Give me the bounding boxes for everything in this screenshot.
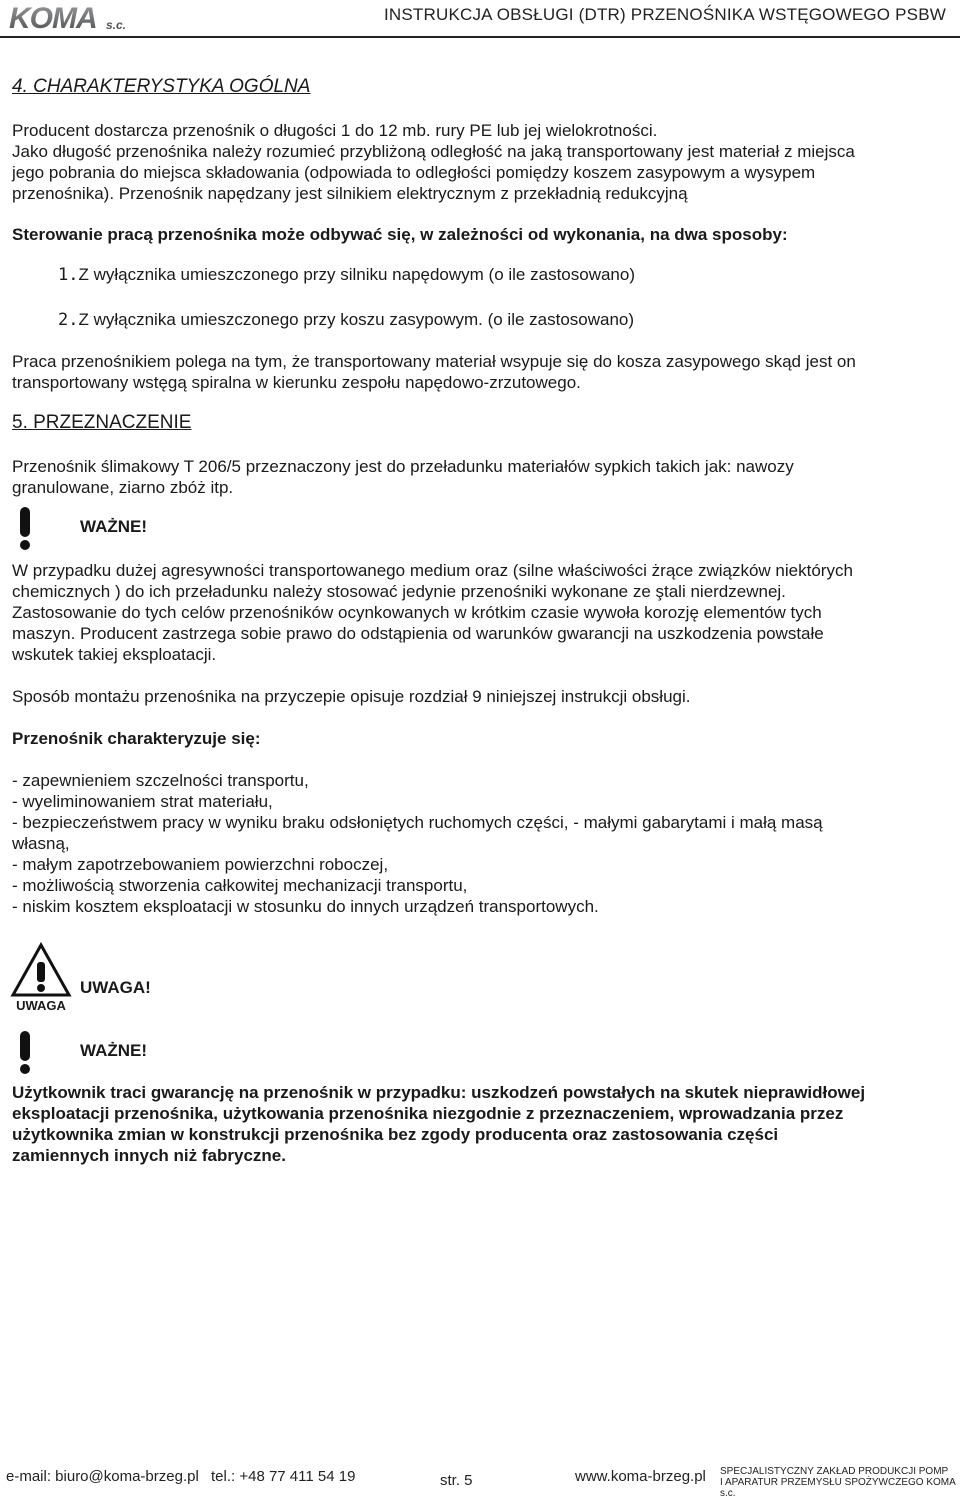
text-line: Jako długość przenośnika należy rozumieć przybliżoną odległość na jaką transportowany jest materiał z miejsca [12,142,855,161]
footer-company [720,1466,960,1499]
warranty-notice [12,1082,865,1166]
list-item: - możliwością stworzenia całkowitej mechanizacji transportu, [12,876,468,895]
page-number: str. 5 [440,1472,473,1489]
caution-sign [10,942,72,1014]
caution-sign-text: UWAGA [16,998,66,1013]
company-logo [8,2,130,32]
footer-website: www.koma-brzeg.pl [575,1468,706,1485]
list-text: Z wyłącznika umieszczonego przy silniku napędowym (o ile zastosowano) [78,265,636,284]
list-item [58,264,635,286]
exclamation-icon [14,505,62,553]
warning-triangle-icon [10,942,72,998]
important-label: WAŻNE! [80,517,148,536]
list-number: 2. [58,310,79,330]
control-heading: Sterowanie pracą przenośnika może odbywać się, w zależności od wykonania, na dwa sposoby: [12,225,788,244]
section-5-title: 5. PRZEZNACZENIE [12,412,192,433]
text-line: Producent dostarcza przenośnik o długości 1 do 12 mb. rury PE lub jej wielokrotności. [12,121,658,140]
text-line: Zastosowanie do tych celów przenośników ocynkowanych w krótkim czasie wywoła korozję elementów tych [12,603,822,622]
exclamation-icon [14,1029,62,1077]
svg-text:s.c.: s.c. [106,18,127,32]
section-4-paragraph-2 [12,351,856,393]
company-line: I APARATUR PRZEMYSŁU SPOŻYWCZEGO KOMA s.c. [720,1477,956,1499]
features-heading: Przenośnik charakteryzuje się: [12,729,261,748]
text-line: transportowany wstęgą spiralna w kierunku zespołu napędowo-zrzutowego. [12,373,581,392]
list-item: - niskim kosztem eksploatacji w stosunku do innych urządzeń transportowych. [12,897,599,916]
text-line: wskutek takiej eksploatacji. [12,645,217,664]
list-text: Z wyłącznika umieszczonego przy koszu zasypowym. (o ile zastosowano) [78,310,635,329]
text-line: Użytkownik traci gwarancję na przenośnik w przypadku: uszkodzeń powstałych na skutek nieprawidłowej [12,1083,866,1102]
text-line: jego pobrania do miejsca składowania (odpowiada to odległości pomiędzy koszem zasypowym a wysypem [12,163,816,182]
section-4-paragraph-1 [12,120,855,204]
list-item [58,309,634,331]
svg-text:KOMA: KOMA [9,2,97,32]
text-line: eksploatacji przenośnika, użytkowania przenośnika niezgodnie z przeznaczeniem, wprowadzania przez [12,1104,844,1123]
text-line: zamiennych innych niż fabryczne. [12,1146,286,1165]
text-line: Praca przenośnikiem polega na tym, że transportowany materiał wsypuje się do kosza zasypowego skąd jest on [12,352,856,371]
section-5-paragraph [12,456,794,498]
caution-label: UWAGA! [80,978,151,997]
text-line: chemicznych ) do ich przeładunku należy stosować jedynie przenośniki wykonane ze ştali nierdzewnej. [12,582,786,601]
list-item: - zapewnieniem szczelności transportu, [12,771,309,790]
features-list [12,770,823,917]
company-line: SPECJALISTYCZNY ZAKŁAD PRODUKCJI POMP [720,1466,949,1477]
text-line: granulowane, ziarno zbóż itp. [12,478,234,497]
list-number: 1. [58,265,79,285]
text-line: Przenośnik ślimakowy T 206/5 przeznaczony jest do przeładunku materiałów sypkich takich jak: nawozy [12,457,794,476]
important-paragraph [12,560,853,665]
list-item: - wyeliminowaniem strat materiału, [12,792,273,811]
text-line: maszyn. Producent zastrzega sobie prawo do odstąpienia od warunków gwarancji na uszkodzenia powstałe [12,624,824,643]
list-item: - małym zapotrzebowaniem powierzchni roboczej, [12,855,389,874]
footer-phone: tel.: +48 77 411 54 19 [211,1468,356,1485]
mounting-note: Sposób montażu przenośnika na przyczepie opisuje rozdział 9 niniejszej instrukcji obsługi. [12,687,691,706]
list-item: własną, [12,834,70,853]
text-line: W przypadku dużej agresywności transportowanego medium oraz (silne właściwości żrące związków niektórych [12,561,853,580]
text-line: przenośnika). Przenośnik napędzany jest silnikiem elektrycznym z przekładnią redukcyjną [12,184,688,203]
section-4-title: 4. CHARAKTERYSTYKA OGÓLNA [12,76,311,97]
footer-email: e-mail: biuro@koma-brzeg.pl [6,1468,199,1485]
important-label: WAŻNE! [80,1041,148,1060]
document-title: INSTRUKCJA OBSŁUGI (DTR) PRZENOŚNIKA WSTĘGOWEGO PSBW [383,5,946,24]
header-divider [0,36,960,38]
text-line: użytkownika zmian w konstrukcji przenośnika bez zgody producenta oraz zastosowania części [12,1125,779,1144]
list-item: - bezpieczeństwem pracy w wyniku braku odsłoniętych ruchomych części, - małymi gabarytami i małą masą [12,813,823,832]
